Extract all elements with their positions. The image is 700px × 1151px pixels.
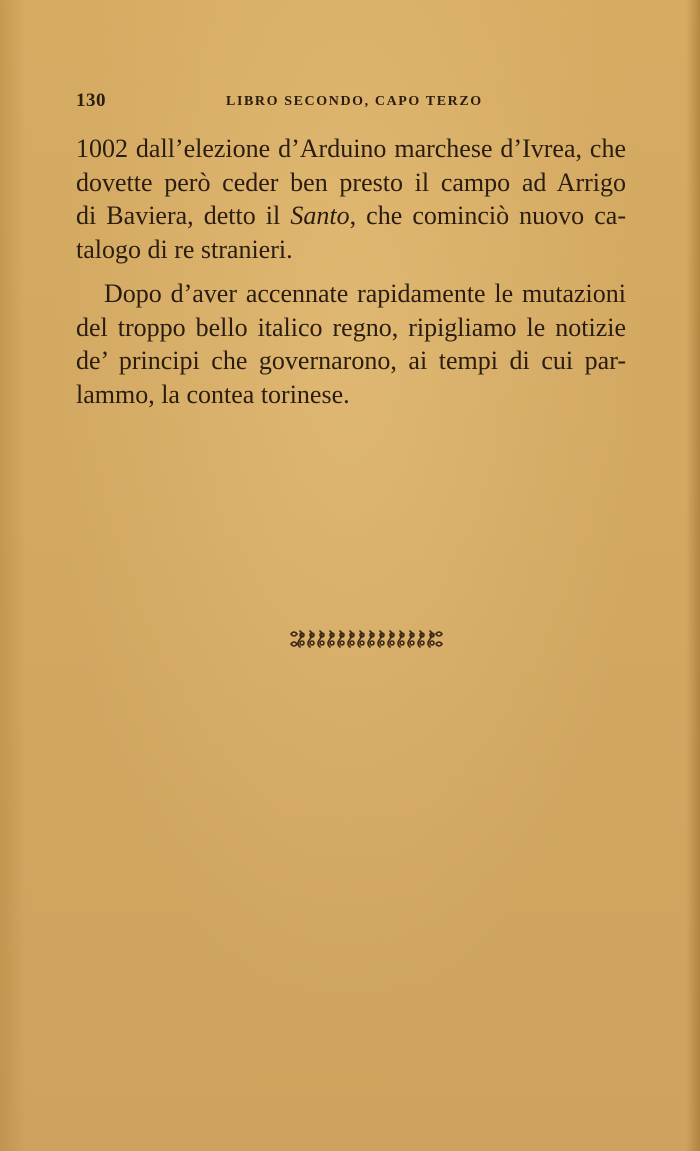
text-segment: , che cominciò nuovo ca- bbox=[349, 201, 626, 230]
main-text bbox=[76, 132, 626, 411]
running-head: LIBRO SECONDO, CAPO TERZO bbox=[226, 94, 483, 109]
ornament-icon bbox=[289, 628, 444, 650]
page-gutter-shadow bbox=[0, 0, 26, 1151]
text-line: Dopo d’aver accennate rapidamente le mutazioni bbox=[104, 279, 626, 308]
text-segment: di Baviera, detto il bbox=[76, 201, 291, 230]
paragraph-2 bbox=[76, 277, 626, 411]
paragraph-1 bbox=[76, 132, 626, 266]
text-line: de’ principi che governarono, ai tempi di cui par- bbox=[76, 346, 626, 375]
text-line: del troppo bello italico regno, ripigliamo le notizie bbox=[76, 312, 626, 342]
italic-word: Santo bbox=[290, 201, 350, 230]
text-line: talogo di re stranieri. bbox=[76, 234, 293, 264]
text-line: 1002 dall’elezione d’Arduino marchese d’Ivrea, che bbox=[76, 134, 626, 163]
text-line bbox=[76, 199, 626, 233]
text-line: lammo, la contea torinese. bbox=[76, 379, 350, 409]
page-edge-shadow bbox=[686, 0, 700, 1151]
page-header bbox=[76, 90, 626, 116]
text-line: dovette però ceder ben presto il campo ad Arrigo bbox=[76, 167, 626, 197]
page-number: 130 bbox=[76, 90, 106, 111]
